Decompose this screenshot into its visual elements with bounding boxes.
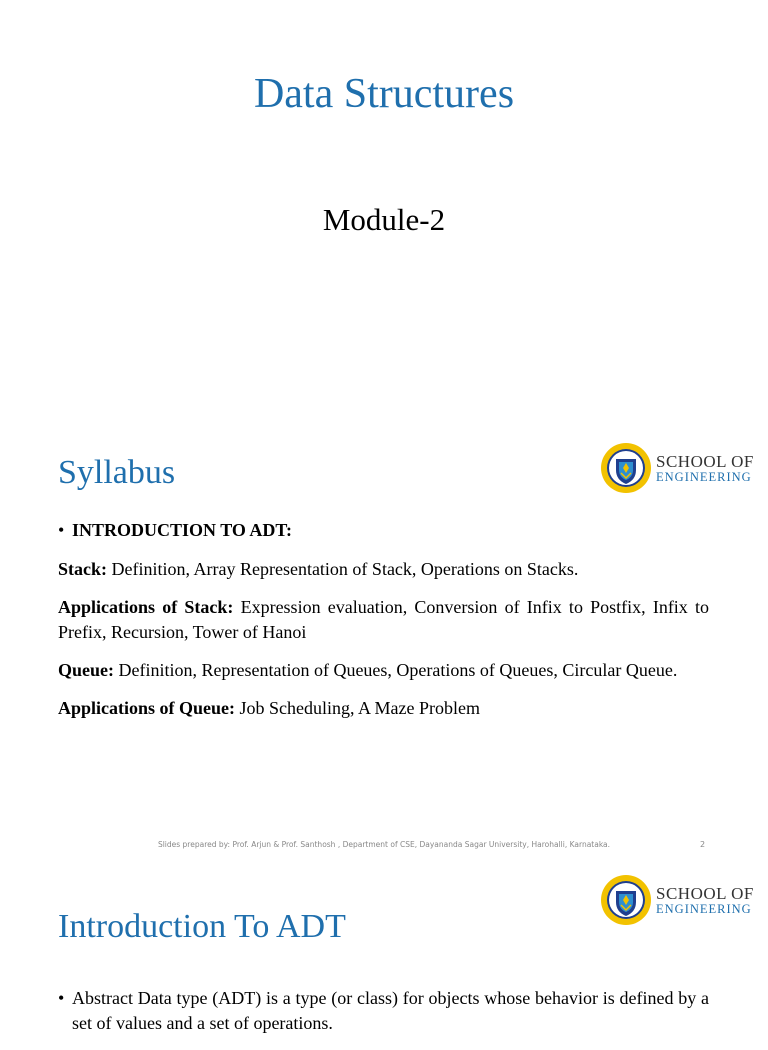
university-seal-icon bbox=[600, 874, 652, 926]
bullet-icon: • bbox=[58, 520, 65, 540]
item-text: Definition, Representation of Queues, Operations of Queues, Circular Queue. bbox=[114, 660, 678, 680]
intro-adt-slide bbox=[0, 862, 768, 1033]
bullet-icon: • bbox=[58, 988, 65, 1008]
school-logo bbox=[600, 440, 766, 496]
item-text: Expression evaluation, Conversion of Infix to Postfix, Infix to Prefix, Recursion, Tower of Hanoi bbox=[58, 597, 709, 642]
slide-heading: Syllabus bbox=[58, 454, 176, 491]
syllabus-item-queue-apps bbox=[58, 696, 709, 721]
list-item bbox=[58, 518, 709, 543]
item-label: Applications of Stack: bbox=[58, 597, 234, 617]
item-label: Applications of Queue: bbox=[58, 698, 236, 718]
syllabus-item-queue bbox=[58, 658, 709, 683]
title-slide bbox=[0, 0, 768, 390]
university-seal-icon bbox=[600, 442, 652, 494]
slide-subtitle: Module-2 bbox=[322, 202, 446, 237]
syllabus-slide bbox=[0, 430, 768, 862]
slide-title: Data Structures bbox=[253, 71, 515, 117]
slide-heading: Introduction To ADT bbox=[58, 908, 346, 945]
slide-footer: Slides prepared by: Prof. Arjun & Prof. Santhosh , Department of CSE, Dayananda Sagar University, Harohalli, Karnataka. bbox=[157, 840, 611, 849]
item-label: Stack: bbox=[58, 559, 107, 579]
item-label: Queue: bbox=[58, 660, 114, 680]
logo-text-line2: ENGINEERING bbox=[656, 901, 752, 916]
school-logo bbox=[600, 872, 766, 928]
syllabus-item-stack bbox=[58, 557, 709, 582]
list-item bbox=[58, 986, 709, 1036]
logo-text-line1: SCHOOL OF bbox=[656, 883, 754, 903]
bullet-text: INTRODUCTION TO ADT: bbox=[72, 520, 293, 540]
item-text: Definition, Array Representation of Stack, Operations on Stacks. bbox=[107, 559, 579, 579]
bullet-text: Abstract Data type (ADT) is a type (or class) for objects whose behavior is defined by a set of values and a set of operations. bbox=[72, 988, 709, 1033]
logo-text-line2: ENGINEERING bbox=[656, 469, 752, 484]
slide-content bbox=[58, 518, 709, 734]
logo-text-line1: SCHOOL OF bbox=[656, 451, 754, 471]
syllabus-item-stack-apps bbox=[58, 595, 709, 645]
slide-content bbox=[58, 986, 709, 1050]
item-text: Job Scheduling, A Maze Problem bbox=[235, 698, 480, 718]
page-number: 2 bbox=[700, 840, 706, 849]
